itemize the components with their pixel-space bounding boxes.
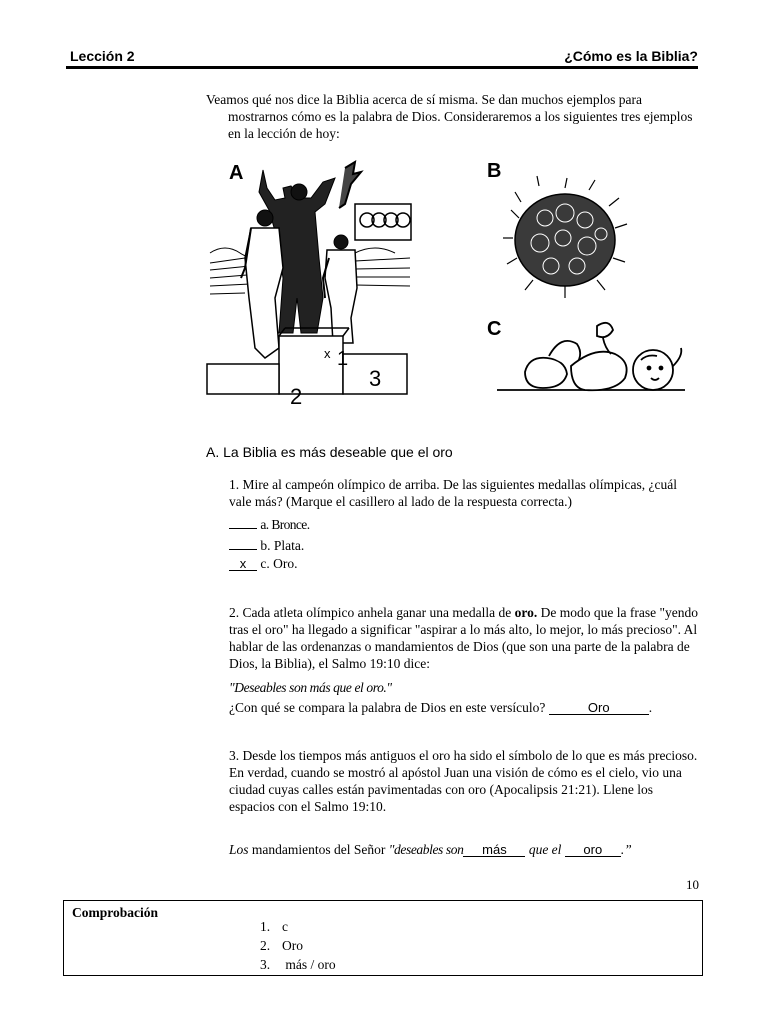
figure-b-gold — [485, 158, 645, 308]
bold-oro: oro. — [514, 605, 538, 620]
answer-key-box — [63, 900, 703, 976]
option-b-blank[interactable] — [229, 549, 257, 550]
answer-oro2-field[interactable]: oro — [565, 843, 621, 857]
option-b-label: b. Plata. — [260, 538, 305, 553]
gold-pile-illustration — [485, 158, 645, 308]
answer-key-item: 1. c — [260, 919, 288, 934]
answer-key-title: Comprobación — [72, 905, 159, 920]
option-a-label: a. Bronce. — [260, 517, 310, 532]
figure-c-label: C — [487, 318, 502, 340]
option-a — [229, 517, 309, 533]
psalm-quote: "Deseables son más que el oro." — [229, 680, 392, 695]
podium-number-3: 3 — [369, 366, 382, 391]
question-3-fill: Los mandamientos del Señor "deseables son más que el oro .” — [229, 842, 632, 857]
podium-number-2: 2 — [290, 384, 303, 408]
answer-key-list — [260, 917, 336, 974]
option-b — [229, 538, 304, 554]
page-header — [70, 48, 698, 66]
option-c-label: c. Oro. — [260, 556, 298, 571]
header-rule — [66, 66, 698, 69]
option-c-blank[interactable]: x — [229, 557, 257, 571]
answer-key-item: 2. Oro — [260, 938, 303, 953]
question-1: 1. Mire al campeón olímpico de arriba. De las siguientes medallas olímpicas, ¿cuál vale más? (Marque el casillero al lado de la respuesta correcta.) — [229, 477, 677, 509]
podium-number-1: 1 — [337, 348, 349, 370]
figure-a-podium — [205, 158, 415, 408]
podium-illustration — [205, 158, 415, 408]
intro-paragraph: Veamos qué nos dice la Biblia acerca de sí misma. Se dan muchos ejemplos para mostrarnos cómo es la palabra de Dios. Consideraremos a los siguientes tres ejemplos en la lección de hoy: — [206, 92, 693, 141]
page-number: 10 — [686, 877, 699, 892]
figure-c-baby — [485, 316, 695, 416]
answer-key-item: 3. más / oro — [260, 957, 336, 972]
section-a-heading: A. La Biblia es más deseable que el oro — [206, 444, 453, 460]
baby-illustration — [485, 316, 695, 416]
option-a-blank[interactable] — [229, 528, 257, 529]
figure-a-label: A — [229, 162, 244, 184]
question-2: 2. Cada atleta olímpico anhela ganar una medalla de oro. De modo que la frase "yendo tras el oro" ha llegado a significar "aspirar a lo más alto, lo mejor, lo más precioso". Al hablar de las ordenanzas o mandamientos de Dios (que son una parte de la palabra de Dios, la Biblia), el Salmo 19:10 dice: — [229, 605, 698, 671]
question-3: 3. Desde los tiempos más antiguos el oro ha sido el símbolo de lo que es más precioso. En verdad, cuando se mostró al apóstol Juan una visión de cómo es el cielo, vio una ciudad cuyas calles están pavimentadas con oro (Apocalipsis 21:21). Llene los espacios con el Salmo 19:10. — [229, 748, 698, 814]
question-2-prompt: ¿Con qué se compara la palabra de Dios en este versículo? Oro . — [229, 700, 653, 715]
option-c — [229, 556, 298, 572]
lesson-title: ¿Cómo es la Biblia? — [564, 48, 698, 64]
podium-mark-x: x — [324, 346, 331, 361]
answer-oro-field[interactable]: Oro — [549, 701, 649, 715]
figure-b-label: B — [487, 160, 502, 182]
answer-mas-field[interactable]: más — [463, 843, 525, 857]
lesson-number: Lección 2 — [70, 48, 135, 64]
